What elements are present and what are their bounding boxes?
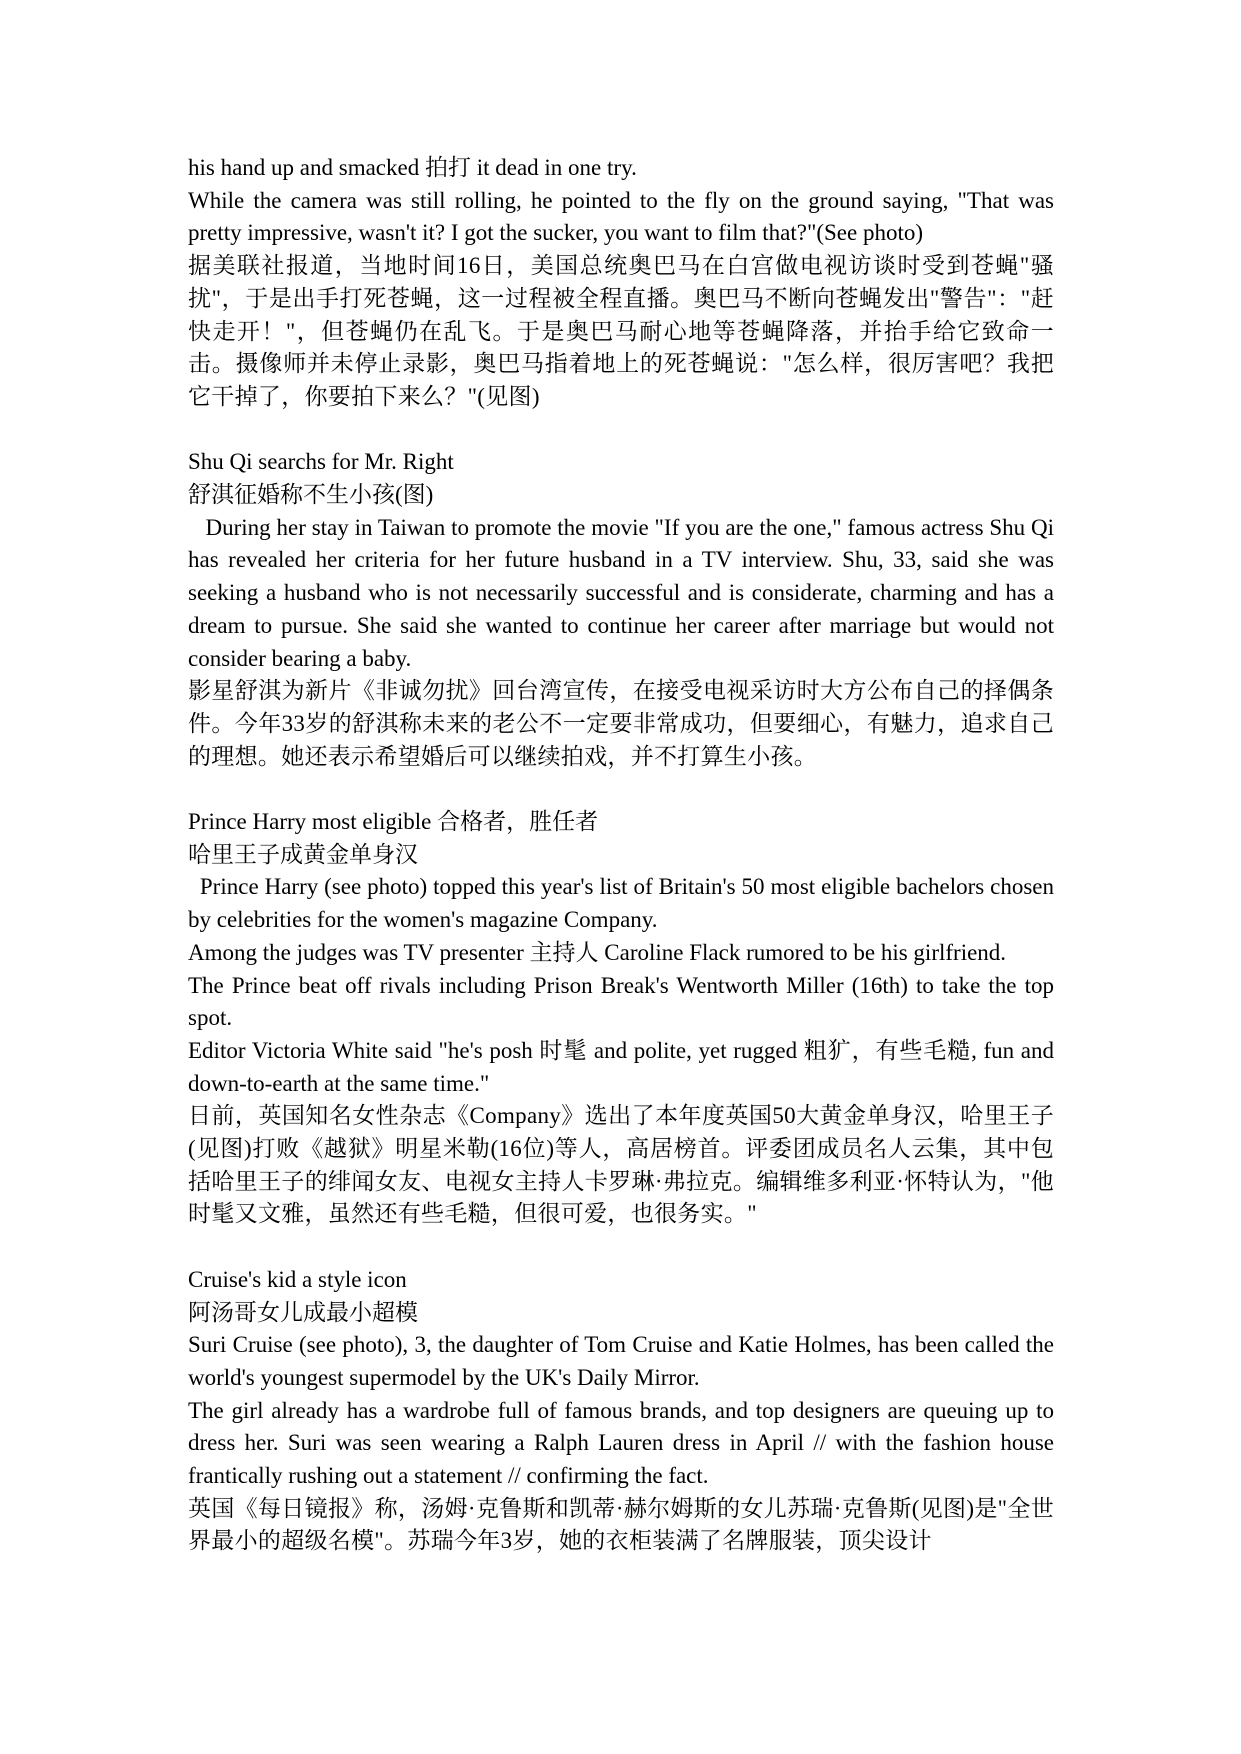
body-paragraph-chinese: 影星舒淇为新片《非诚勿扰》回台湾宣传，在接受电视采访时大方公布自己的择偶条件。今年33岁的舒淇称未来的老公不一定要非常成功，但要细心，有魅力，追求自己的理想。她还表示希望婚后可以继续拍戏，并不打算生小孩。: [188, 678, 1054, 769]
shuqi-section: [188, 446, 1060, 773]
body-paragraph-chinese: 日前，英国知名女性杂志《Company》选出了本年度英国50大黄金单身汉，哈里王子(见图)打败《越狱》明星米勒(16位)等人，高居榜首。评委团成员名人云集，其中包括哈里王子的绯闻女友、电视女主持人卡罗琳·弗拉克。编辑维多利亚·怀特认为，"他时髦又文雅，虽然还有些毛糙，但很可爱，也很务实。": [188, 1103, 1054, 1227]
section-title-chinese: 哈里王子成黄金单身汉: [188, 841, 418, 867]
section-title-english: Shu Qi searchs for Mr. Right: [188, 449, 454, 475]
section-gap: [188, 773, 1054, 806]
suri-section: [188, 1264, 1054, 1558]
section-title-chinese: 阿汤哥女儿成最小超模: [188, 1299, 418, 1325]
section-title-english: Cruise's kid a style icon: [188, 1266, 407, 1292]
body-paragraph-chinese: 据美联社报道，当地时间16日，美国总统奥巴马在白宫做电视访谈时受到苍蝇"骚扰"，于是出手打死苍蝇，这一过程被全程直播。奥巴马不断向苍蝇发出"警告"："赶快走开！"，但苍蝇仍在乱飞。于是奥巴马耐心地等苍蝇降落，并抬手给它致命一击。摄像师并未停止录影，奥巴马指着地上的死苍蝇说："怎么样，很厉害吧？我把它干掉了，你要拍下来么？"(见图): [188, 253, 1054, 409]
body-paragraph: Editor Victoria White said "he's posh 时髦 and polite, yet rugged 粗犷，有些毛糙, fun and down-to-earth at the same time.": [188, 1037, 1054, 1096]
section-gap: [188, 414, 1054, 447]
body-paragraph: his hand up and smacked 拍打 it dead in one try.: [188, 155, 637, 180]
section-title-chinese: 舒淇征婚称不生小孩(图): [188, 482, 434, 508]
body-paragraph: Among the judges was TV presenter 主持人 Caroline Flack rumored to be his girlfriend.: [188, 939, 1007, 965]
document-page: [188, 152, 1060, 1558]
body-paragraph: While the camera was still rolling, he pointed to the fly on the ground saying, "That was pretty impressive, wasn't it? I got the sucker, you want to film that?"(See photo): [188, 187, 1054, 246]
body-paragraph: The Prince beat off rivals including Prison Break's Wentworth Miller (16th) to take the top spot.: [188, 972, 1054, 1031]
body-paragraph: Suri Cruise (see photo), 3, the daughter of Tom Cruise and Katie Holmes, has been called the world's youngest supermodel by the UK's Daily Mirror.: [188, 1332, 1054, 1390]
section-gap: [188, 1231, 1054, 1264]
section-title-english: Prince Harry most eligible 合格者，胜任者: [188, 809, 599, 835]
body-paragraph: During her stay in Taiwan to promote the movie "If you are the one," famous actress Shu Qi has revealed her criteria for her future husband in a TV interview. Shu, 33, said she was seeking a husband who is not necessarily successful and is considerate, charming and has a dream to pursue. She said she wanted to continue her career after marriage but would not consider bearing a baby.: [188, 514, 1060, 671]
obama-section: [188, 152, 1054, 414]
harry-section: [188, 806, 1060, 1231]
body-paragraph-chinese: 英国《每日镜报》称，汤姆·克鲁斯和凯蒂·赫尔姆斯的女儿苏瑞·克鲁斯(见图)是"全世界最小的超级名模"。苏瑞今年3岁，她的衣柜装满了名牌服装，顶尖设计: [188, 1495, 1054, 1554]
body-paragraph: The girl already has a wardrobe full of famous brands, and top designers are queuing up to dress her. Suri was seen wearing a Ralph Lauren dress in April // with the fashion house frantically rushing out a statement // confirming the fact.: [188, 1397, 1054, 1489]
body-paragraph: Prince Harry (see photo) topped this year's list of Britain's 50 most eligible bachelors chosen by celebrities for the women's magazine Company.: [188, 874, 1060, 933]
